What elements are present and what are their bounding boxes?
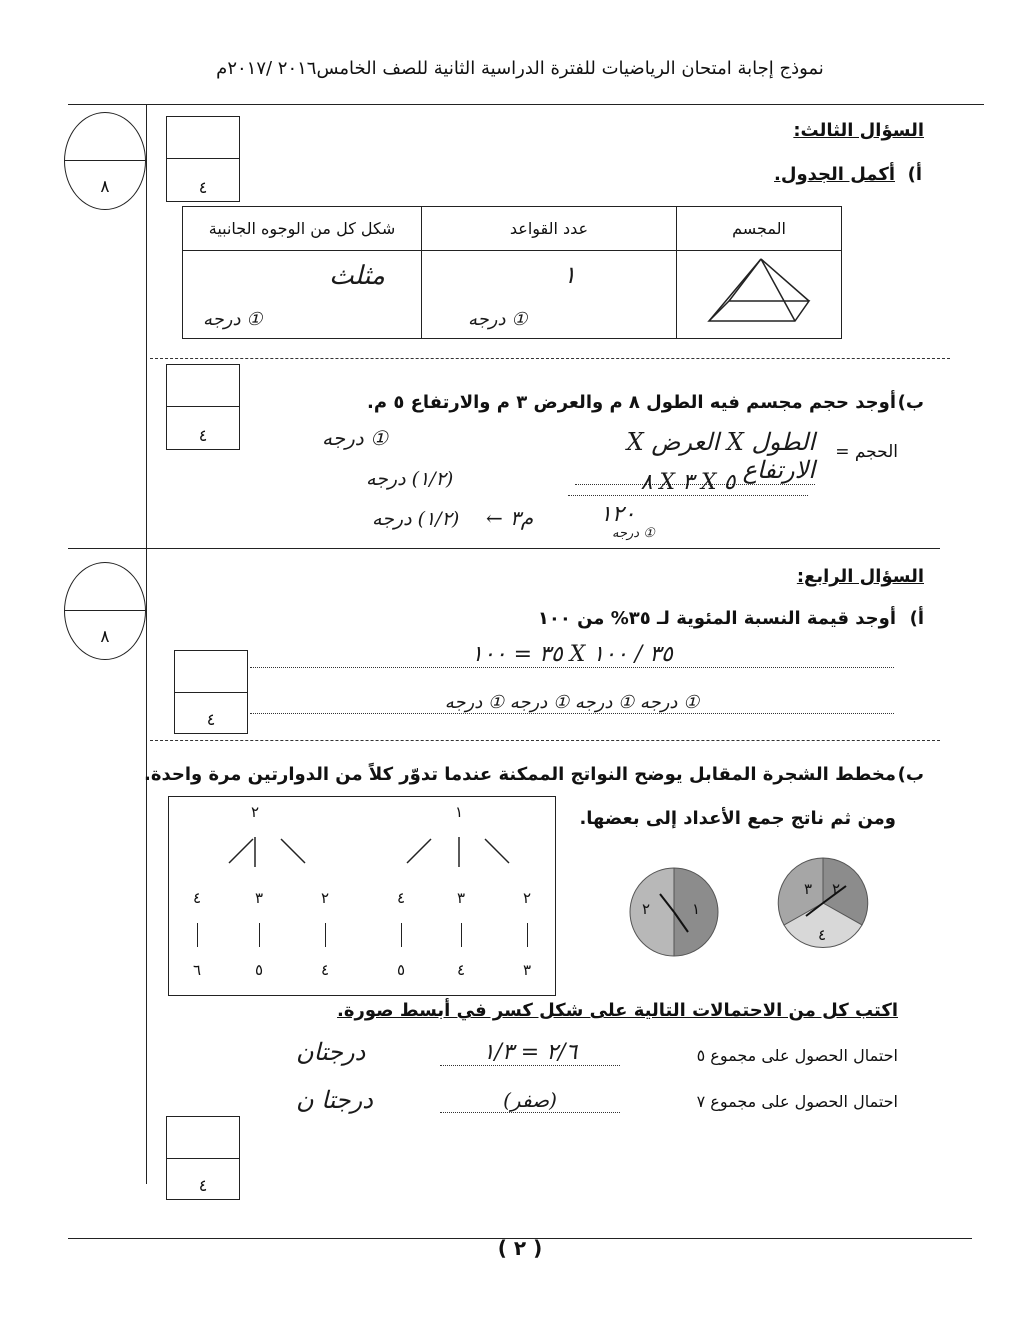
q4-heading: السؤال الرابع:	[796, 566, 924, 587]
q3a-instruction: أكمل الجدول.	[774, 164, 895, 185]
tree-sum: ٣	[522, 961, 532, 979]
spinner-two-sections	[628, 866, 720, 958]
tree-sum: ٦	[192, 961, 202, 979]
q3b-mark-box	[166, 364, 240, 450]
section-divider	[150, 358, 950, 359]
probability-instruction: اكتب كل من الاحتمالات التالية على شكل كسر في أبسط صورة.	[337, 1000, 898, 1021]
prob5-answer: ٢/٦ = ١/٣	[440, 1040, 620, 1066]
page-number: ( ٢ )	[497, 1236, 543, 1260]
q4b-label: ب)	[897, 764, 924, 785]
tree-sum: ٤	[456, 961, 466, 979]
tree-line	[259, 923, 260, 947]
spinner-right-label-4: ٤	[818, 926, 827, 944]
margin-line	[146, 104, 147, 1184]
tree-line	[325, 923, 326, 947]
tree-root-2: ٢	[250, 803, 260, 821]
volume-formula: الطول X العرض X الارتفاع	[575, 428, 815, 485]
tree-branch: ٣	[254, 889, 264, 907]
percent-work: ٣٥ = ١٠٠ X ٣٥ / ١٠٠	[250, 642, 894, 668]
q4a-question: أوجد قيمة النسبة المئوية لـ ٣٥% من ١٠٠	[537, 608, 896, 629]
volume-unit: م٣	[510, 506, 534, 530]
tree-branch: ٤	[396, 889, 406, 907]
answer-bases-grade: ① درجه	[468, 309, 528, 330]
tree-root-1: ١	[454, 803, 464, 821]
pyramid-drawing	[699, 255, 819, 331]
percent-grades: ① درجه ① درجه ① درجه ① درجه	[250, 692, 894, 714]
answer-faces-grade: ① درجه	[203, 309, 263, 330]
spinner-left-label-1: ١	[692, 900, 701, 918]
tree-branch: ٣	[456, 889, 466, 907]
arrow-icon: ←	[486, 506, 503, 530]
q3-total-mark: ٨	[100, 177, 110, 197]
spinner-left-label-2: ٢	[642, 900, 651, 918]
q3a-mark: ٤	[198, 178, 208, 197]
q4-total-mark: ٨	[100, 627, 110, 647]
tree-branch: ٢	[320, 889, 330, 907]
tree-sum: ٥	[396, 961, 406, 979]
prob7-label: احتمال الحصول على مجموع ٧	[696, 1092, 898, 1111]
volume-result-sub: ① درجه	[612, 526, 655, 541]
spinner-three-sections	[776, 856, 870, 950]
tree-diagram	[168, 796, 556, 996]
q3b-label: ب)	[897, 392, 924, 413]
q4b-question-2: ومن ثم ناتج جمع الأعداد إلى بعضها.	[579, 808, 896, 829]
q3-total-mark-circle	[64, 112, 146, 210]
header-rule	[68, 104, 984, 105]
answer-bases-cell	[422, 251, 677, 339]
q4b-mark-box	[166, 1116, 240, 1200]
tree-line	[197, 923, 198, 947]
table-header-faces: شكل كل من الوجوه الجانبية	[183, 207, 422, 251]
spinner-right-label-3: ٣	[804, 880, 813, 898]
q3a-label: أ)	[907, 164, 922, 185]
tree-line	[401, 923, 402, 947]
q3b-mark: ٤	[198, 426, 208, 445]
q4a-mark: ٤	[206, 710, 216, 729]
answer-bases: ١	[563, 261, 576, 289]
volume-formula-grade: ① درجه	[322, 426, 388, 450]
prob7-grade: درجتا ن	[296, 1086, 373, 1114]
q4a-label: أ)	[909, 608, 924, 629]
q4-total-mark-circle	[64, 562, 146, 660]
q3b-question: أوجد حجم مجسم فيه الطول ٨ م والعرض ٣ م والارتفاع ٥ م.	[367, 392, 896, 413]
tree-line	[461, 923, 462, 947]
q4a-mark-box	[174, 650, 248, 734]
volume-substitution-grade: (١/٢) درجه	[366, 468, 454, 490]
volume-result-grade: (١/٢) درجه	[372, 508, 460, 530]
q4b-mark: ٤	[198, 1176, 208, 1195]
answer-faces: مثلث	[329, 261, 385, 291]
pyramid-cell	[677, 251, 842, 339]
spinner-right-label-2: ٢	[832, 880, 841, 898]
volume-label: الحجم =	[835, 442, 898, 462]
prob7-answer: (صفر)	[440, 1088, 620, 1113]
solid-table	[182, 206, 842, 339]
tree-sum: ٥	[254, 961, 264, 979]
volume-result: ١٢٠	[600, 502, 636, 527]
section-divider-2	[150, 740, 940, 741]
question-divider	[68, 548, 940, 549]
page-title: نموذج إجابة امتحان الرياضيات للفترة الدراسية الثانية للصف الخامس٢٠١٦ /٢٠١٧م	[216, 58, 824, 79]
tree-branch: ٢	[522, 889, 532, 907]
tree-branches	[169, 833, 555, 873]
q3a-mark-box	[166, 116, 240, 202]
q4b-question: مخطط الشجرة المقابل يوضح النواتج الممكنة عندما تدوّر كلاً من الدوارتين مرة واحدة.	[143, 764, 896, 785]
table-header-solid: المجسم	[677, 207, 842, 251]
answer-faces-cell	[183, 251, 422, 339]
tree-branch: ٤	[192, 889, 202, 907]
tree-sum: ٤	[320, 961, 330, 979]
prob5-grade: درجتان	[296, 1038, 366, 1066]
prob5-label: احتمال الحصول على مجموع ٥	[696, 1046, 898, 1065]
q3-heading: السؤال الثالث:	[793, 120, 924, 141]
tree-line	[527, 923, 528, 947]
table-header-bases: عدد القواعد	[422, 207, 677, 251]
volume-substitution: ٨ X ٣ X ٥	[568, 470, 808, 496]
